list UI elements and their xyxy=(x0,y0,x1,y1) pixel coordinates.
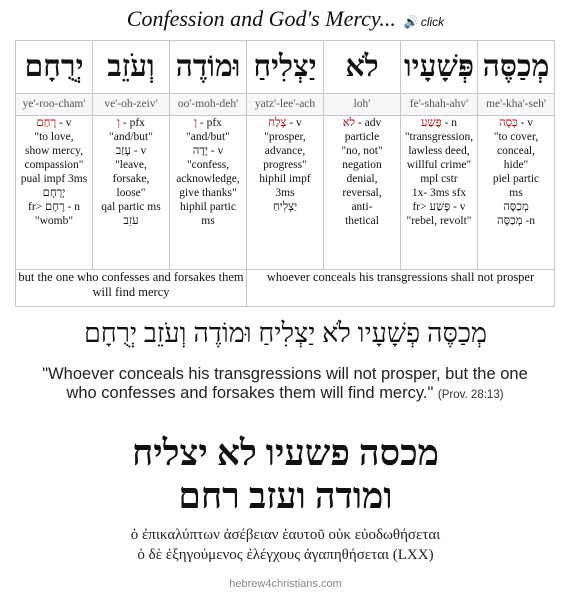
gloss-line: יְרֻחָם xyxy=(42,187,66,199)
gloss-line: pual impf 3ms xyxy=(20,173,88,185)
gloss-line: hide" xyxy=(503,159,529,171)
gloss-line: progress" xyxy=(263,159,307,171)
gloss-head xyxy=(170,116,246,130)
hebrew-word: וּמוֹדֶה xyxy=(170,41,247,94)
transliteration: ve'-oh-zeiv' xyxy=(93,94,170,116)
gloss-line: advance, xyxy=(264,145,306,157)
gloss-line: mpl cstr xyxy=(420,173,458,185)
audio-label[interactable]: click xyxy=(420,15,445,29)
translation-row xyxy=(16,270,555,307)
hebrew-word: יַצְלִיחַ xyxy=(247,41,324,94)
gloss-line: loose" xyxy=(116,187,146,199)
english-verse-block xyxy=(30,365,540,405)
gloss-line: hiphil partic xyxy=(180,201,236,213)
gloss-suffix: - adv xyxy=(355,117,382,129)
word-gloss xyxy=(93,116,170,270)
gloss-line: 3ms xyxy=(275,187,295,199)
gloss-suffix: - pfx xyxy=(120,117,145,129)
hebrew-word: לֹא xyxy=(324,41,401,94)
gloss-line: anti- xyxy=(351,201,373,213)
gloss-head xyxy=(324,116,400,130)
gloss-line: "confess, xyxy=(186,159,230,171)
gloss-line: particle xyxy=(344,131,380,143)
gloss-line: עָזַב - v xyxy=(115,145,147,157)
greek-line-2: ὁ δὲ ἐξηγούμενος ἐλέγχους ἀγαπηθήσεται (LXX) xyxy=(137,547,434,563)
gloss-line: "prosper, xyxy=(264,131,306,143)
gloss-line: "womb" xyxy=(34,215,74,227)
gloss-head xyxy=(401,116,477,130)
gloss-line: qal partic ms xyxy=(101,201,161,213)
gloss-line: lawless deed, xyxy=(408,145,470,157)
gloss-root: פֶּשַׁע xyxy=(420,117,442,129)
gloss-line: thetical xyxy=(345,215,379,227)
unpointed-hebrew-line-1: מכסה פשעיו לא יצליח xyxy=(131,433,440,473)
greek-line-1: ὁ ἐπικαλύπτων ἀσέβειαν ἑαυτοῦ οὐκ εὐοδωθήσεται xyxy=(130,527,441,543)
gloss-line: "and/but" xyxy=(109,131,153,143)
audio-link[interactable] xyxy=(404,15,444,29)
gloss-line: 1x- 3ms sfx xyxy=(411,187,467,199)
gloss-suffix: - v xyxy=(517,117,534,129)
translation-right: whoever conceals his transgressions shall not prosper xyxy=(247,270,555,307)
gloss-head xyxy=(247,116,323,130)
gloss-line: "to love, xyxy=(34,131,74,143)
site-footer[interactable]: hebrew4christians.com xyxy=(229,578,342,590)
verse-reference: (Prov. 28:13) xyxy=(437,389,504,401)
gloss-root: וְ xyxy=(117,117,121,129)
gloss-row xyxy=(16,116,555,270)
gloss-root: וְ xyxy=(194,117,198,129)
gloss-line: reversal, xyxy=(342,187,382,199)
gloss-head xyxy=(93,116,169,130)
gloss-line: conceal, xyxy=(497,145,535,157)
gloss-line: "and/but" xyxy=(186,131,230,143)
gloss-line: piel partic xyxy=(492,173,540,185)
gloss-line: "leave, xyxy=(115,159,147,171)
transliteration: oo'-moh-deh' xyxy=(170,94,247,116)
speaker-icon[interactable]: 🔊 xyxy=(403,15,419,29)
gloss-line: מְכַסֶּה -n xyxy=(496,215,536,227)
hebrew-verse: מְכַסֶּה פְשָׁעָיו לֹא יַצְלִיחַ וּמוֹדֶה וְעֹזֵב יְרֻחָם xyxy=(83,318,488,348)
gloss-line: יַצְלִיחַ xyxy=(272,201,298,213)
hebrew-words-row xyxy=(16,41,555,94)
gloss-suffix: - v xyxy=(56,117,72,129)
gloss-line: "to cover, xyxy=(493,131,539,143)
english-verse: "Whoever conceals his transgressions will not prosper, but the one who confesses and forsakes them will find mercy." xyxy=(42,365,528,402)
transliteration: yatz'-lee'-ach xyxy=(247,94,324,116)
hebrew-word: וְעֹזֵב xyxy=(93,41,170,94)
gloss-root: לֹא xyxy=(342,117,356,129)
transliteration: loh' xyxy=(324,94,401,116)
gloss-line: מְכַסֶּה xyxy=(503,201,529,213)
word-gloss xyxy=(324,116,401,270)
gloss-line: show mercy, xyxy=(24,145,84,157)
hebrew-word: פְּשָׁעָיו xyxy=(401,41,478,94)
gloss-root: רָחַם xyxy=(36,117,57,129)
gloss-line: negation xyxy=(342,159,382,171)
gloss-line: give thanks" xyxy=(179,187,237,199)
gloss-suffix: - pfx xyxy=(197,117,222,129)
unpointed-hebrew-line-2: ומודה ועזב רחם xyxy=(178,476,393,516)
hebrew-word: מְכַסֶּה xyxy=(478,41,555,94)
gloss-line: willful crime" xyxy=(406,159,472,171)
word-gloss xyxy=(170,116,247,270)
gloss-root: כָּסָה xyxy=(498,117,518,129)
gloss-suffix: - n xyxy=(441,117,458,129)
gloss-line: hiphil impf xyxy=(259,173,311,185)
transliteration: me'-kha'-seh' xyxy=(478,94,555,116)
gloss-line: עֹזֵב xyxy=(123,215,139,227)
gloss-line: "transgression, xyxy=(404,131,474,143)
word-gloss xyxy=(478,116,555,270)
transliteration: ye'-roo-cham' xyxy=(16,94,93,116)
word-gloss xyxy=(247,116,324,270)
gloss-line: "no, not" xyxy=(341,145,383,157)
gloss-root: צָלַח xyxy=(268,117,287,129)
gloss-line: ms xyxy=(509,187,523,199)
gloss-head xyxy=(478,116,554,130)
gloss-line: יָדָה - v xyxy=(192,145,224,157)
gloss-head xyxy=(16,116,92,130)
gloss-suffix: - v xyxy=(286,117,302,129)
hebrew-word: יְרֻחָם xyxy=(16,41,93,94)
page-header xyxy=(0,6,571,32)
word-gloss xyxy=(16,116,93,270)
gloss-line: denial, xyxy=(346,173,378,185)
transliteration: fe'-shah-ahv' xyxy=(401,94,478,116)
gloss-line: fr> רֶחֶם - n xyxy=(27,201,80,213)
gloss-line: ms xyxy=(201,215,215,227)
gloss-line: forsake, xyxy=(112,173,150,185)
word-gloss xyxy=(401,116,478,270)
gloss-line: acknowledge, xyxy=(176,173,240,185)
gloss-line: fr> פָּשַׁע - v xyxy=(412,201,466,213)
gloss-line: "rebel, revolt" xyxy=(406,215,472,227)
page-title: Confession and God's Mercy... xyxy=(126,6,396,31)
word-analysis-table xyxy=(15,40,555,307)
gloss-line: compassion" xyxy=(24,159,84,171)
translation-left: but the one who confesses and forsakes them will find mercy xyxy=(16,270,247,307)
transliteration-row xyxy=(16,94,555,116)
